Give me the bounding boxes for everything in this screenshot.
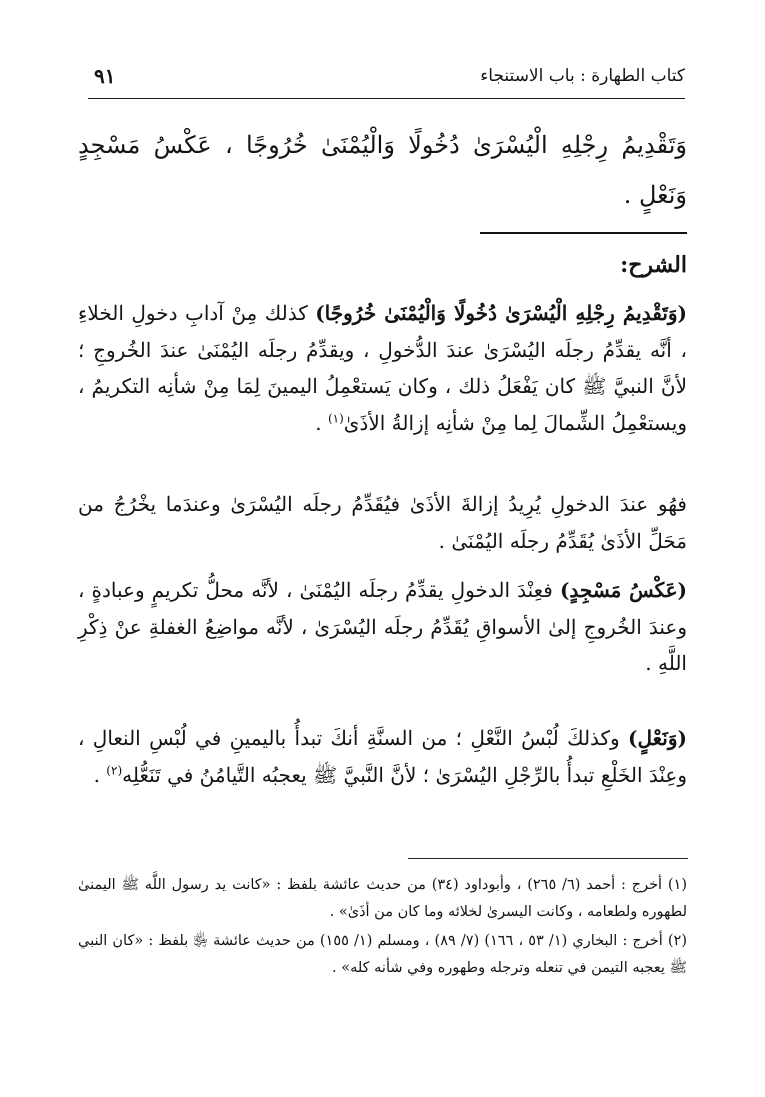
footnote-divider [408, 858, 688, 859]
footnote-item: (١) أخرج : أحمد (٦/ ٢٦٥) ، وأبوداود (٣٤) من حديث عائشة بلفظ : «كانت يد رسول اللَّه ﷺ اليمنىٰ لطهوره ولطعامه ، وكانت اليسرىٰ لخلائه وما كان من أذَىٰ» . [78, 877, 687, 920]
paragraph-body: فهُو عندَ الدخولِ يُرِيدُ إزالةَ الأذَىٰ فيُقَدِّمُ رجلَه اليُسْرَىٰ وعندَما يخْرُجُ من مَحَلِّ الأذَىٰ يُقَدِّمُ رجلَه اليُمْنَىٰ . [78, 492, 687, 553]
matn-divider [480, 232, 687, 234]
paragraph-body: وكذلكَ لُبْسُ النَّعْلِ ؛ من السنَّةِ أنكَ تبدأُ باليمينِ في لُبْسِ النعالِ ، وعِنْدَ الخَلْعِ تبدأُ بالرِّجْلِ اليُسْرَىٰ ؛ لأنَّ النَّبيَّ ﷺ يعجبُه التَّيامُنُ في تَنَعُّلِه [78, 726, 687, 787]
page-number: ٩١ [94, 64, 116, 88]
commentary-paragraph [78, 295, 687, 441]
paragraph-lead: (وَنَعْلٍ) [628, 726, 687, 750]
paragraph-tail: . [93, 762, 107, 787]
commentary-paragraph [78, 720, 687, 793]
paragraph-lead: (عَكْسُ مَسْجِدٍ) [559, 578, 688, 602]
commentary-paragraph [78, 572, 687, 682]
footnote-item: (٢) أخرج : البخاري (١/ ٥٣ ، ١٦٦) (٧/ ٨٩) ، ومسلم (١/ ١٥٥) من حديث عائشة ﵂ بلفظ : «كان النبي ﷺ يعجبه التيمن في تنعله وترجله وطهوره وفي شأنه كله» . [78, 933, 688, 976]
footnote-ref[interactable]: (١) [327, 410, 344, 425]
footnotes [78, 872, 687, 984]
commentary-heading: الشرح: [620, 252, 687, 278]
matn-text: وَتَقْدِيمُ رِجْلِهِ الْيُسْرَىٰ دُخُولًا وَالْيُمْنَىٰ خُرُوجًا ، عَكْسُ مَسْجِدٍ وَنَعْلٍ . [78, 131, 687, 209]
footnote-ref[interactable]: (٢) [106, 762, 123, 777]
running-header [88, 62, 685, 99]
paragraph-body: كذلك مِنْ آدابِ دخولِ الخلاءِ ، أنَّه يقدِّمُ رجلَه اليُسْرَىٰ عندَ الدُّخولِ ، ويقدِّمُ رجلَه اليُمْنَىٰ عندَ الخُروجِ ؛ لأنَّ النبيَّ ﷺ كان يَفْعَلُ ذلك ، وكان يَستعْمِلُ اليمينَ لِمَا مِنْ شأنِه التكريمُ ، ويستعْمِلُ الشِّمالَ لِما مِنْ شأنِه إزالةُ الأذَىٰ [78, 301, 687, 435]
commentary-paragraph [78, 486, 687, 559]
chapter-title: كتاب الطهارة : باب الاستنجاء [480, 66, 685, 86]
paragraph-body: فعِنْدَ الدخولِ يقدِّمُ رجلَه اليُمْنَىٰ ، لأنَّه محلُّ تكريمٍ وعبادةٍ ، وعندَ الخُروجِ إلىٰ الأسواقِ يُقَدِّمُ رجلَه اليُسْرَىٰ ، لأنَّه مواضِعُ الغفلةِ عنْ ذِكْرِ اللَّهِ . [78, 578, 687, 675]
paragraph-tail: . [315, 410, 328, 435]
paragraph-lead: (وَتَقْدِيمُ رِجْلِهِ الْيُسْرَىٰ دُخُولًا وَالْيُمْنَىٰ خُرُوجًا) [315, 301, 687, 325]
